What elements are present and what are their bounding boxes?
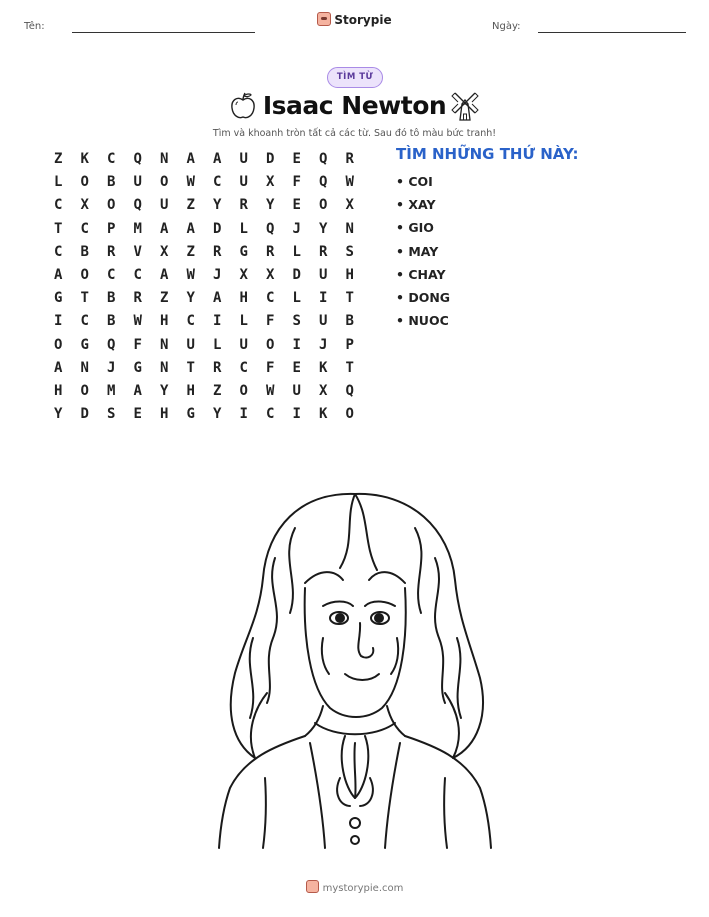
- grid-letter[interactable]: K: [319, 406, 328, 423]
- grid-letter[interactable]: E: [292, 151, 301, 167]
- grid-letter[interactable]: X: [80, 197, 89, 214]
- grid-letter[interactable]: U: [319, 266, 328, 283]
- grid-letter[interactable]: M: [107, 382, 116, 399]
- instructions: Tìm và khoanh tròn tất cả các từ. Sau đó tô màu bức tranh!: [212, 128, 497, 139]
- grid-letter[interactable]: U: [292, 382, 301, 399]
- grid-letter[interactable]: B: [107, 290, 116, 307]
- grid-letter[interactable]: Q: [133, 151, 142, 167]
- name-label: Tên:: [24, 21, 45, 32]
- grid-row: [45, 148, 363, 171]
- word-search-badge: TÌM TỪ: [327, 67, 383, 88]
- name-line[interactable]: [72, 32, 255, 33]
- grid-letter[interactable]: Q: [107, 336, 116, 353]
- date-line[interactable]: [538, 32, 686, 33]
- grid-letter[interactable]: H: [54, 382, 63, 399]
- grid-row: [45, 194, 363, 217]
- grid-letter[interactable]: Y: [213, 197, 222, 214]
- grid-letter[interactable]: X: [345, 197, 354, 214]
- grid-letter[interactable]: C: [266, 406, 275, 423]
- grid-letter[interactable]: A: [213, 290, 222, 307]
- word-list-item: • NUOC: [396, 313, 449, 329]
- grid-letter[interactable]: L: [239, 220, 248, 237]
- grid-letter[interactable]: E: [292, 197, 301, 214]
- grid-letter[interactable]: H: [186, 382, 195, 399]
- grid-letter[interactable]: X: [266, 174, 275, 191]
- grid-letter[interactable]: T: [345, 290, 354, 307]
- grid-letter[interactable]: J: [319, 336, 328, 353]
- grid-letter[interactable]: Q: [133, 197, 142, 214]
- word-list: [396, 170, 450, 332]
- grid-letter[interactable]: Z: [186, 197, 195, 214]
- grid-letter[interactable]: W: [186, 174, 195, 191]
- grid-letter[interactable]: Y: [54, 406, 63, 423]
- footer: [0, 880, 709, 894]
- grid-letter[interactable]: P: [107, 220, 116, 237]
- grid-letter[interactable]: X: [319, 382, 328, 399]
- grid-letter[interactable]: I: [319, 290, 328, 307]
- grid-letter[interactable]: C: [107, 266, 116, 283]
- grid-letter[interactable]: U: [160, 197, 169, 214]
- grid-row: [45, 264, 363, 287]
- grid-letter[interactable]: R: [266, 243, 275, 260]
- grid-letter[interactable]: R: [319, 243, 328, 260]
- grid-letter[interactable]: D: [266, 151, 275, 167]
- grid-letter[interactable]: L: [292, 290, 301, 307]
- grid-letter[interactable]: N: [345, 220, 354, 237]
- grid-letter[interactable]: O: [80, 174, 89, 191]
- grid-letter[interactable]: U: [319, 313, 328, 330]
- grid-letter[interactable]: G: [186, 406, 195, 423]
- grid-letter[interactable]: A: [133, 382, 142, 399]
- grid-letter[interactable]: L: [213, 336, 222, 353]
- grid-letter[interactable]: J: [107, 359, 116, 376]
- grid-letter[interactable]: C: [266, 290, 275, 307]
- grid-letter[interactable]: C: [107, 151, 116, 167]
- grid-letter[interactable]: R: [133, 290, 142, 307]
- grid-letter[interactable]: Y: [160, 382, 169, 399]
- grid-letter[interactable]: K: [319, 359, 328, 376]
- grid-letter[interactable]: E: [133, 406, 142, 423]
- grid-letter[interactable]: O: [80, 382, 89, 399]
- grid-row: [45, 241, 363, 264]
- grid-letter[interactable]: O: [160, 174, 169, 191]
- grid-letter[interactable]: C: [133, 266, 142, 283]
- grid-letter[interactable]: U: [239, 174, 248, 191]
- grid-letter[interactable]: W: [133, 313, 142, 330]
- grid-letter[interactable]: F: [266, 313, 275, 330]
- grid-letter[interactable]: B: [107, 313, 116, 330]
- grid-letter[interactable]: S: [292, 313, 301, 330]
- grid-letter[interactable]: W: [345, 174, 354, 191]
- grid-letter[interactable]: C: [186, 313, 195, 330]
- grid-letter[interactable]: H: [345, 266, 354, 283]
- grid-letter[interactable]: O: [319, 197, 328, 214]
- grid-letter[interactable]: I: [292, 336, 301, 353]
- grid-letter[interactable]: N: [160, 336, 169, 353]
- grid-letter[interactable]: A: [160, 220, 169, 237]
- grid-letter[interactable]: I: [292, 406, 301, 423]
- grid-letter[interactable]: W: [266, 382, 275, 399]
- grid-row: [45, 380, 363, 403]
- grid-letter[interactable]: G: [133, 359, 142, 376]
- word-list-item: • CHAY: [396, 266, 446, 282]
- grid-letter[interactable]: H: [160, 406, 169, 423]
- grid-letter[interactable]: W: [186, 266, 195, 283]
- grid-letter[interactable]: C: [54, 197, 63, 214]
- grid-row: [45, 334, 363, 357]
- word-list-item: • MAY: [396, 243, 439, 259]
- grid-letter[interactable]: S: [345, 243, 354, 260]
- word-list-item: • DONG: [396, 289, 451, 305]
- grid-letter[interactable]: N: [160, 151, 169, 167]
- grid-letter[interactable]: U: [186, 336, 195, 353]
- grid-letter[interactable]: U: [239, 336, 248, 353]
- grid-letter[interactable]: B: [345, 313, 354, 330]
- grid-letter[interactable]: Y: [266, 197, 275, 214]
- grid-letter[interactable]: L: [292, 243, 301, 260]
- windmill-icon: [449, 90, 481, 122]
- grid-letter[interactable]: G: [239, 243, 248, 260]
- grid-letter[interactable]: K: [80, 151, 89, 167]
- grid-letter[interactable]: Y: [319, 220, 328, 237]
- grid-letter[interactable]: A: [213, 151, 222, 167]
- grid-letter[interactable]: X: [160, 243, 169, 260]
- grid-letter[interactable]: T: [80, 290, 89, 307]
- word-list-title: TÌM NHỮNG THỨ NÀY:: [396, 145, 579, 163]
- grid-letter[interactable]: E: [292, 359, 301, 376]
- grid-letter[interactable]: C: [213, 174, 222, 191]
- grid-letter[interactable]: I: [213, 313, 222, 330]
- grid-letter[interactable]: X: [266, 266, 275, 283]
- grid-letter[interactable]: A: [186, 220, 195, 237]
- grid-letter[interactable]: Z: [160, 290, 169, 307]
- grid-letter[interactable]: V: [133, 243, 142, 260]
- grid-letter[interactable]: D: [80, 406, 89, 423]
- grid-letter[interactable]: C: [80, 313, 89, 330]
- grid-row: [45, 310, 363, 333]
- grid-letter[interactable]: Z: [186, 243, 195, 260]
- grid-row: [45, 403, 363, 426]
- grid-letter[interactable]: M: [133, 220, 142, 237]
- grid-letter[interactable]: Y: [186, 290, 195, 307]
- grid-letter[interactable]: R: [239, 197, 248, 214]
- grid-row: [45, 171, 363, 194]
- storypie-logo-icon: [306, 880, 319, 893]
- grid-letter[interactable]: S: [107, 406, 116, 423]
- grid-row: [45, 218, 363, 241]
- grid-letter[interactable]: N: [80, 359, 89, 376]
- grid-letter[interactable]: T: [186, 359, 195, 376]
- grid-letter[interactable]: L: [239, 313, 248, 330]
- grid-letter[interactable]: D: [213, 220, 222, 237]
- word-search-grid: [45, 148, 363, 426]
- grid-letter[interactable]: R: [213, 359, 222, 376]
- isaac-newton-portrait: [205, 488, 505, 850]
- word-list-item: • COI: [396, 174, 433, 189]
- brand-header: [0, 12, 709, 27]
- grid-row: [45, 357, 363, 380]
- grid-letter[interactable]: O: [107, 197, 116, 214]
- grid-letter[interactable]: C: [54, 243, 63, 260]
- grid-letter[interactable]: R: [345, 151, 354, 167]
- grid-letter[interactable]: J: [292, 220, 301, 237]
- grid-letter[interactable]: U: [133, 174, 142, 191]
- grid-letter[interactable]: A: [54, 266, 63, 283]
- grid-letter[interactable]: L: [54, 174, 63, 191]
- grid-letter[interactable]: J: [213, 266, 222, 283]
- grid-letter[interactable]: G: [80, 336, 89, 353]
- grid-letter[interactable]: T: [54, 220, 63, 237]
- grid-letter[interactable]: C: [239, 359, 248, 376]
- grid-letter[interactable]: O: [54, 336, 63, 353]
- grid-letter[interactable]: O: [80, 266, 89, 283]
- grid-letter[interactable]: I: [239, 406, 248, 423]
- storypie-logo-icon: [317, 12, 331, 26]
- word-list-item: • GIO: [396, 220, 434, 236]
- grid-letter[interactable]: O: [239, 382, 248, 399]
- grid-letter[interactable]: H: [239, 290, 248, 307]
- grid-letter[interactable]: X: [239, 266, 248, 283]
- grid-letter[interactable]: B: [107, 174, 116, 191]
- grid-letter[interactable]: H: [160, 313, 169, 330]
- page-title: Isaac Newton: [262, 91, 447, 120]
- grid-letter[interactable]: A: [186, 151, 195, 167]
- brand-name: Storypie: [334, 13, 392, 27]
- grid-letter[interactable]: R: [107, 243, 116, 260]
- grid-row: [45, 287, 363, 310]
- grid-letter[interactable]: Z: [213, 382, 222, 399]
- grid-letter[interactable]: Z: [54, 151, 63, 167]
- grid-letter[interactable]: Q: [319, 174, 328, 191]
- grid-letter[interactable]: A: [54, 359, 63, 376]
- grid-letter[interactable]: Q: [345, 382, 354, 399]
- grid-letter[interactable]: Y: [213, 406, 222, 423]
- grid-letter[interactable]: F: [133, 336, 142, 353]
- date-label: Ngày:: [492, 21, 521, 32]
- word-list-item: • XAY: [396, 197, 436, 213]
- grid-letter[interactable]: C: [80, 220, 89, 237]
- grid-letter[interactable]: B: [80, 243, 89, 260]
- footer-url[interactable]: mystorypie.com: [322, 883, 404, 894]
- grid-letter[interactable]: R: [213, 243, 222, 260]
- grid-letter[interactable]: F: [292, 174, 301, 191]
- grid-letter[interactable]: Q: [266, 220, 275, 237]
- grid-letter[interactable]: F: [266, 359, 275, 376]
- grid-letter[interactable]: O: [345, 406, 354, 423]
- grid-letter[interactable]: O: [266, 336, 275, 353]
- grid-letter[interactable]: U: [239, 151, 248, 167]
- grid-letter[interactable]: D: [292, 266, 301, 283]
- grid-letter[interactable]: A: [160, 266, 169, 283]
- grid-letter[interactable]: N: [160, 359, 169, 376]
- grid-letter[interactable]: Q: [319, 151, 328, 167]
- grid-letter[interactable]: P: [345, 336, 354, 353]
- grid-letter[interactable]: T: [345, 359, 354, 376]
- grid-letter[interactable]: I: [54, 313, 63, 330]
- grid-letter[interactable]: G: [54, 290, 63, 307]
